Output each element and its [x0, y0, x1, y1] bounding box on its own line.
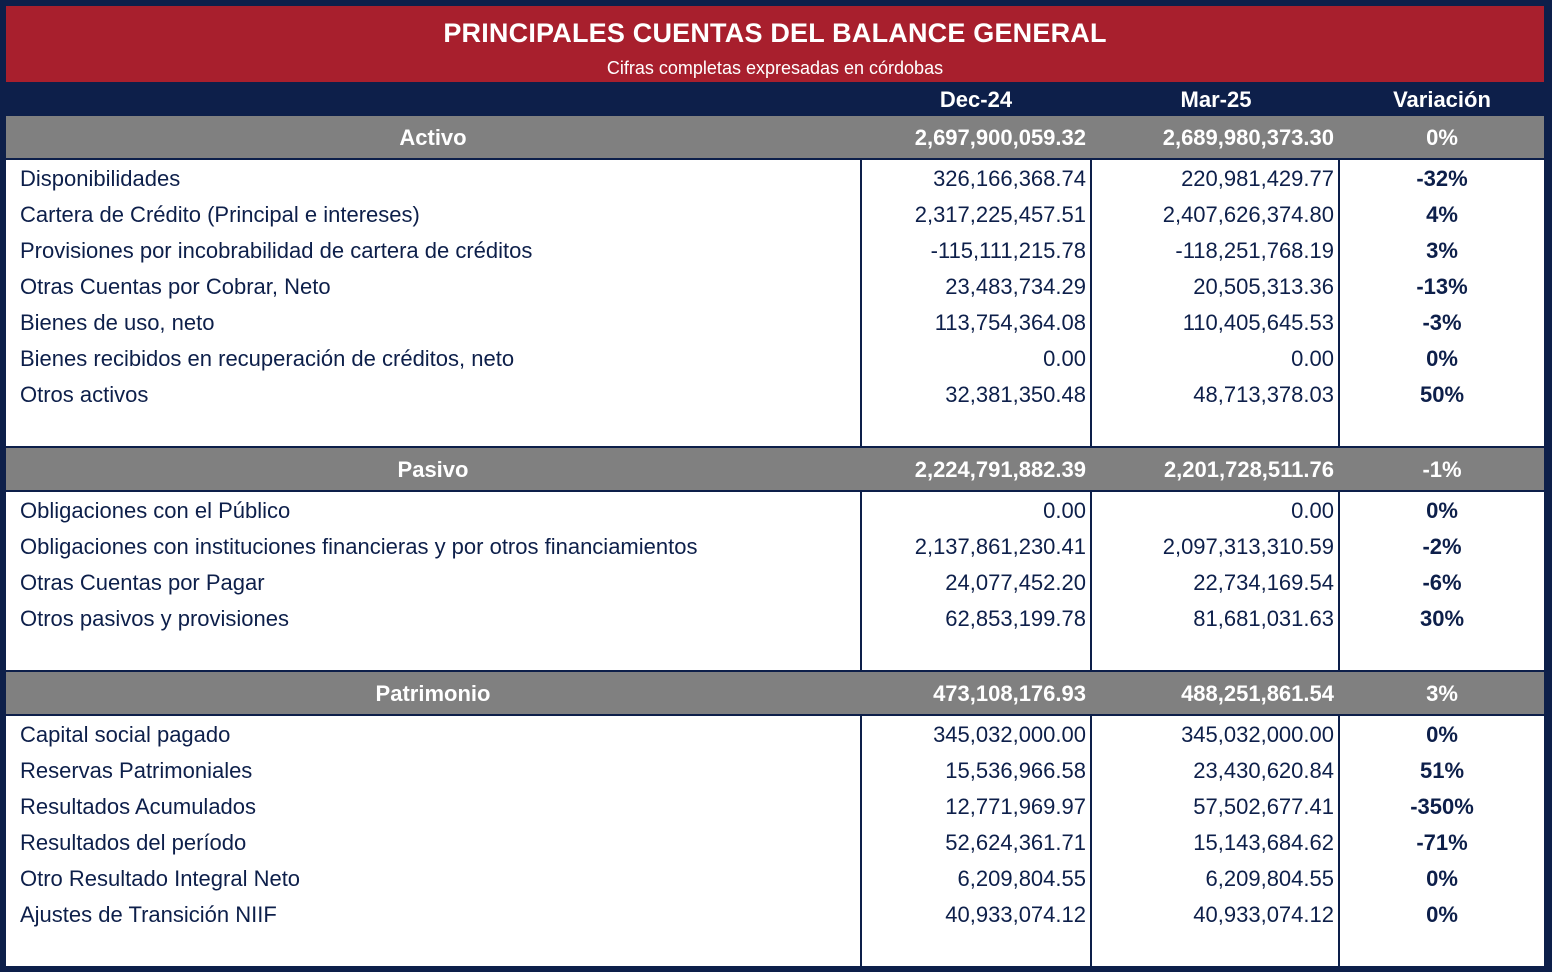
row-dec-value: 24,077,452.20	[945, 570, 1086, 595]
row-mar-value: 2,407,626,374.80	[1162, 202, 1334, 227]
row-mar-value: 110,405,645.53	[1182, 310, 1334, 335]
row-variation: -2%	[1422, 534, 1462, 559]
row-variation: -6%	[1422, 570, 1462, 595]
row-label: Obligaciones con el Público	[20, 498, 291, 523]
row-dec-value: 326,166,368.74	[933, 166, 1086, 191]
row-mar-value: 0.00	[1291, 346, 1334, 371]
table-title: PRINCIPALES CUENTAS DEL BALANCE GENERAL	[443, 18, 1107, 48]
row-variation: 30%	[1419, 606, 1465, 631]
row-dec-value: 345,032,000.00	[933, 722, 1086, 747]
section-dec-value: 2,697,900,059.32	[914, 125, 1086, 150]
column-header-row	[6, 82, 1544, 116]
row-mar-value: 0.00	[1291, 498, 1334, 523]
row-dec-value: -115,111,215.78	[930, 238, 1086, 263]
row-label: Reservas Patrimoniales	[20, 758, 253, 783]
row-mar-value: 20,505,313.36	[1193, 274, 1334, 299]
row-mar-value: 40,933,074.12	[1193, 902, 1334, 927]
section-row-pasivo	[6, 448, 1544, 490]
row-variation: 0%	[1426, 722, 1458, 747]
row-variation: 0%	[1426, 346, 1458, 371]
section-variation: 0%	[1426, 125, 1458, 150]
section-dec-value: 473,108,176.93	[933, 681, 1086, 706]
row-dec-value: 0.00	[1043, 498, 1086, 523]
row-mar-value: 57,502,677.41	[1193, 794, 1334, 819]
row-mar-value: 345,032,000.00	[1181, 722, 1334, 747]
section-mar-value: 488,251,861.54	[1181, 681, 1334, 706]
row-variation: 50%	[1419, 382, 1465, 407]
row-dec-value: 2,317,225,457.51	[914, 202, 1086, 227]
row-label: Otros activos	[20, 382, 149, 407]
section-variation: -1%	[1422, 457, 1462, 482]
section-mar-value: 2,201,728,511.76	[1163, 457, 1334, 482]
section-dec-value: 2,224,791,882.39	[914, 457, 1086, 482]
table-row	[6, 160, 1544, 196]
table-row	[6, 824, 1544, 860]
row-mar-value: 220,981,429.77	[1181, 166, 1334, 191]
balance-table	[6, 6, 1544, 966]
row-label: Disponibilidades	[20, 166, 181, 191]
row-mar-value: 15,143,684.62	[1193, 830, 1334, 855]
column-header-mar: Mar-25	[1180, 87, 1252, 112]
row-dec-value: 0.00	[1043, 346, 1086, 371]
row-mar-value: 81,681,031.63	[1193, 606, 1334, 631]
row-label: Resultados del período	[20, 830, 247, 855]
row-dec-value: 52,624,361.71	[945, 830, 1086, 855]
table-row	[6, 376, 1544, 412]
table-row	[6, 716, 1544, 752]
row-label: Resultados Acumulados	[20, 794, 257, 819]
table-row	[6, 600, 1544, 636]
row-dec-value: 15,536,966.58	[945, 758, 1086, 783]
row-dec-value: 62,853,199.78	[945, 606, 1086, 631]
row-dec-value: 40,933,074.12	[945, 902, 1086, 927]
table-row	[6, 492, 1544, 528]
table-row	[6, 896, 1544, 932]
row-label: Otro Resultado Integral Neto	[20, 866, 301, 891]
row-variation: -32%	[1416, 166, 1468, 191]
section-label: Activo	[399, 125, 467, 150]
title-bar	[6, 6, 1544, 82]
table-row	[6, 268, 1544, 304]
column-header-dec: Dec-24	[939, 87, 1013, 112]
row-label: Otras Cuentas por Pagar	[20, 570, 265, 595]
section-row-activo	[6, 116, 1544, 158]
row-mar-value: 2,097,313,310.59	[1162, 534, 1334, 559]
row-label: Cartera de Crédito (Principal e intereses)	[20, 202, 420, 227]
row-label: Otros pasivos y provisiones	[20, 606, 289, 631]
table-row	[6, 528, 1544, 564]
table-row	[6, 564, 1544, 600]
row-variation: 3%	[1426, 238, 1458, 263]
section-mar-value: 2,689,980,373.30	[1162, 125, 1334, 150]
row-variation: -3%	[1422, 310, 1462, 335]
table-row	[6, 752, 1544, 788]
section-variation: 3%	[1426, 681, 1458, 706]
table-row	[6, 232, 1544, 268]
row-mar-value: 48,713,378.03	[1193, 382, 1334, 407]
row-dec-value: 12,771,969.97	[945, 794, 1086, 819]
table-row	[6, 196, 1544, 232]
row-variation: -71%	[1416, 830, 1468, 855]
table-row	[6, 788, 1544, 824]
section-row-patrimonio	[6, 672, 1544, 714]
row-dec-value: 113,754,364.08	[934, 310, 1086, 335]
row-label: Bienes de uso, neto	[20, 310, 215, 335]
row-variation: -350%	[1410, 794, 1474, 819]
row-label: Ajustes de Transición NIIF	[20, 902, 277, 927]
table-row	[6, 340, 1544, 376]
row-dec-value: 6,209,804.55	[957, 866, 1086, 891]
row-dec-value: 32,381,350.48	[945, 382, 1086, 407]
row-label: Bienes recibidos en recuperación de créditos, neto	[20, 346, 515, 371]
table-subtitle: Cifras completas expresadas en córdobas	[606, 58, 944, 78]
section-label: Pasivo	[397, 457, 469, 482]
row-variation: 0%	[1426, 866, 1458, 891]
row-label: Provisiones por incobrabilidad de cartera de créditos	[20, 238, 533, 263]
row-variation: -13%	[1416, 274, 1468, 299]
row-mar-value: 22,734,169.54	[1193, 570, 1334, 595]
row-dec-value: 2,137,861,230.41	[914, 534, 1086, 559]
row-label: Otras Cuentas por Cobrar, Neto	[20, 274, 331, 299]
row-label: Capital social pagado	[20, 722, 231, 747]
row-variation: 51%	[1419, 758, 1465, 783]
table-row	[6, 304, 1544, 340]
column-header-var: Variación	[1393, 87, 1491, 112]
row-dec-value: 23,483,734.29	[945, 274, 1086, 299]
section-label: Patrimonio	[375, 681, 491, 706]
row-mar-value: 23,430,620.84	[1193, 758, 1334, 783]
row-variation: 4%	[1426, 202, 1458, 227]
row-variation: 0%	[1426, 498, 1458, 523]
row-label: Obligaciones con instituciones financieras y por otros financiamientos	[20, 534, 698, 559]
table-row	[6, 860, 1544, 896]
row-mar-value: -118,251,768.19	[1175, 238, 1334, 263]
row-mar-value: 6,209,804.55	[1205, 866, 1334, 891]
row-variation: 0%	[1426, 902, 1458, 927]
